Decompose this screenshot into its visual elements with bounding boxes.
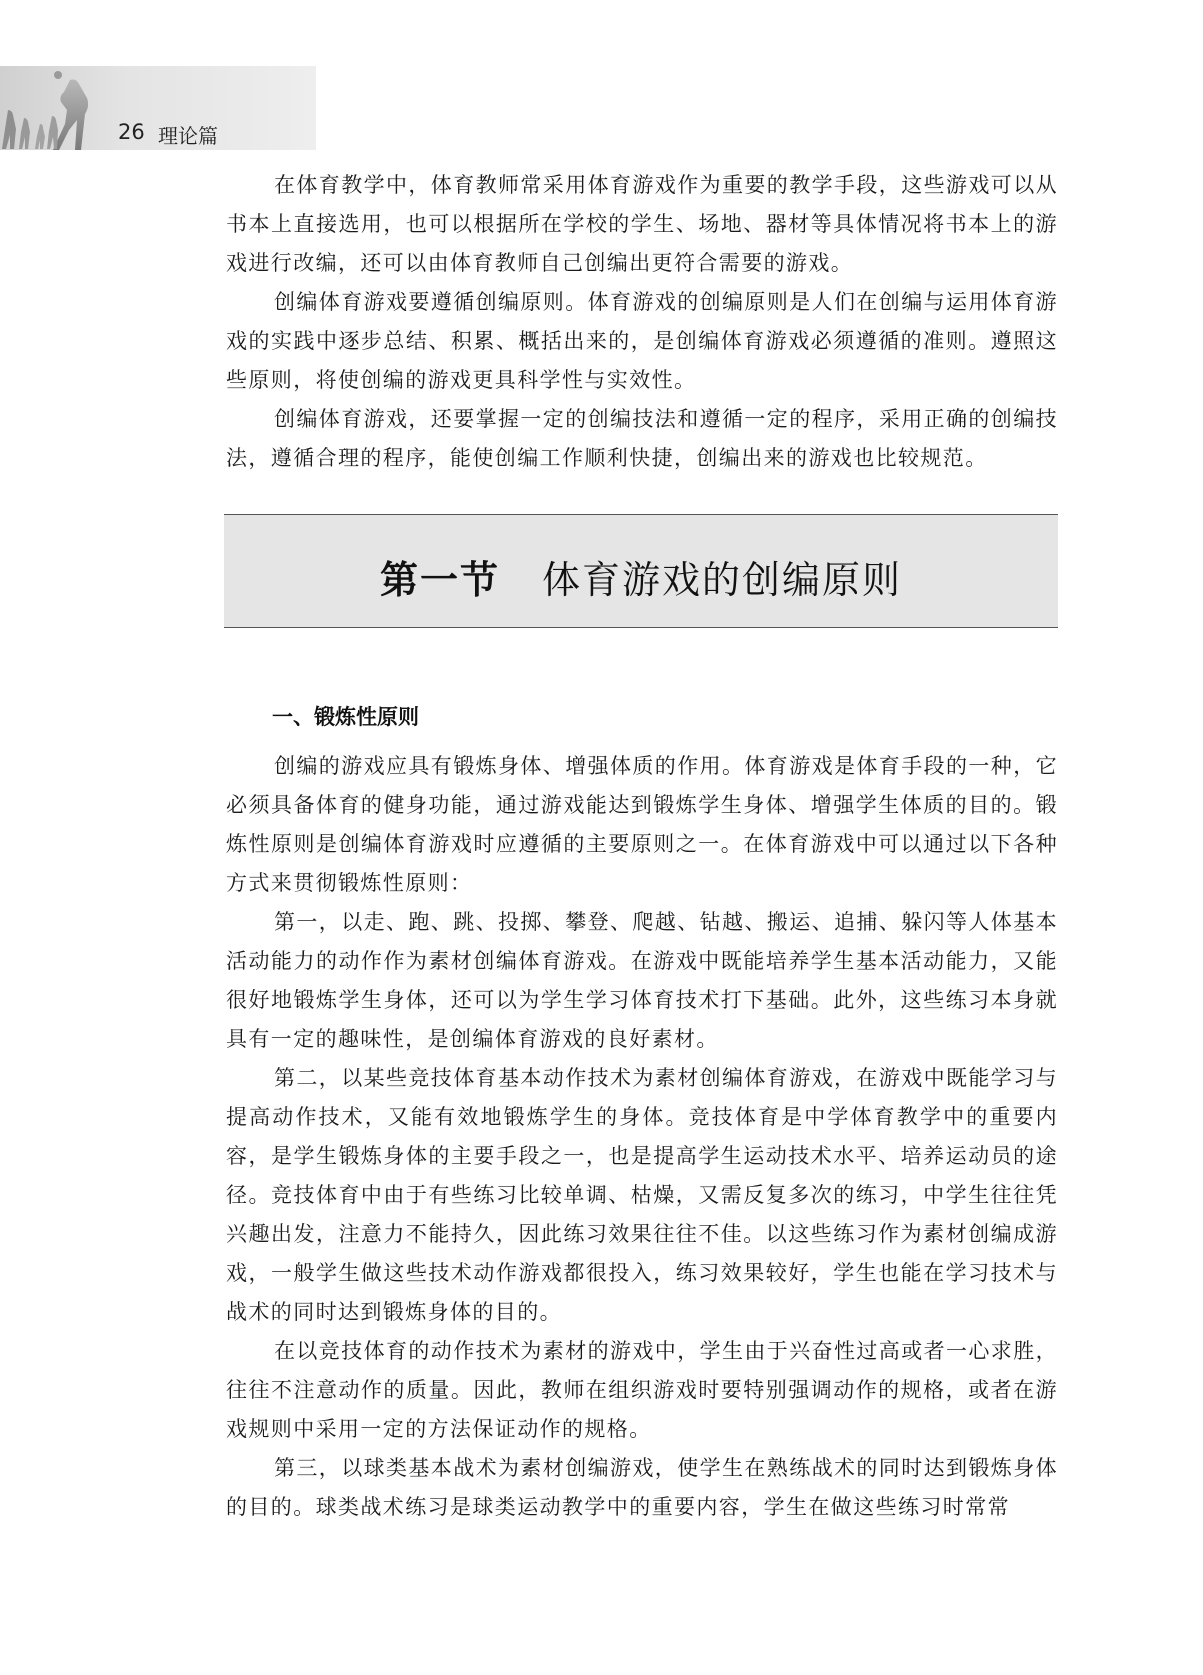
page-number: 26: [118, 120, 145, 144]
paragraph: 创编体育游戏，还要掌握一定的创编技法和遵循一定的程序，采用正确的创编技法，遵循合理的程序，能使创编工作顺利快捷，创编出来的游戏也比较规范。: [226, 407, 1058, 470]
section-name: 理论篇: [158, 124, 218, 148]
body-section: [226, 747, 1058, 1527]
chapter-name: 体育游戏的创编原则: [542, 558, 903, 602]
paragraph: 在体育教学中，体育教师常采用体育游戏作为重要的教学手段，这些游戏可以从书本上直接选用，也可以根据所在学校的学生、场地、器材等具体情况将书本上的游戏进行改编，还可以由体育教师自己创编出更符合需要的游戏。: [226, 173, 1058, 275]
paragraph: 第一，以走、跑、跳、投掷、攀登、爬越、钻越、搬运、追捕、躲闪等人体基本活动能力的动作作为素材创编体育游戏。在游戏中既能培养学生基本活动能力，又能很好地锻炼学生身体，还可以为学生学习体育技术打下基础。此外，这些练习本身就具有一定的趣味性，是创编体育游戏的良好素材。: [226, 910, 1058, 1051]
paragraph: 创编体育游戏要遵循创编原则。体育游戏的创编原则是人们在创编与运用体育游戏的实践中逐步总结、积累、概括出来的，是创编体育游戏必须遵循的准则。遵照这些原则，将使创编的游戏更具科学性与实效性。: [226, 290, 1058, 392]
paragraph: 第三，以球类基本战术为素材创编游戏，使学生在熟练战术的同时达到锻炼身体的目的。球类战术练习是球类运动教学中的重要内容，学生在做这些练习时常常: [226, 1456, 1058, 1519]
chapter-number: 第一节: [379, 558, 500, 602]
paragraph: 在以竞技体育的动作技术为素材的游戏中，学生由于兴奋性过高或者一心求胜，往往不注意动作的质量。因此，教师在组织游戏时要特别强调动作的规格，或者在游戏规则中采用一定的方法保证动作的规格。: [226, 1339, 1058, 1441]
paragraph: 创编的游戏应具有锻炼身体、增强体质的作用。体育游戏是体育手段的一种，它必须具备体育的健身功能，通过游戏能达到锻炼学生身体、增强学生体质的目的。锻炼性原则是创编体育游戏时应遵循的主要原则之一。在体育游戏中可以通过以下各种方式来贯彻锻炼性原则：: [226, 754, 1058, 895]
chapter-heading-box: [224, 514, 1058, 628]
athletes-silhouette-icon: [0, 66, 108, 150]
chapter-title: [224, 549, 1058, 604]
paragraph: 第二，以某些竞技体育基本动作技术为素材创编体育游戏，在游戏中既能学习与提高动作技术，又能有效地锻炼学生的身体。竞技体育是中学体育教学中的重要内容，是学生锻炼身体的主要手段之一，也是提高学生运动技术水平、培养运动员的途径。竞技体育中由于有些练习比较单调、枯燥，又需反复多次的练习，中学生往往凭兴趣出发，注意力不能持久，因此练习效果往往不佳。以这些练习作为素材创编成游戏，一般学生做这些技术动作游戏都很投入，练习效果较好，学生也能在学习技术与战术的同时达到锻炼身体的目的。: [226, 1066, 1058, 1324]
intro-section: [226, 166, 1058, 478]
section-subheading: 一、锻炼性原则: [272, 705, 419, 729]
